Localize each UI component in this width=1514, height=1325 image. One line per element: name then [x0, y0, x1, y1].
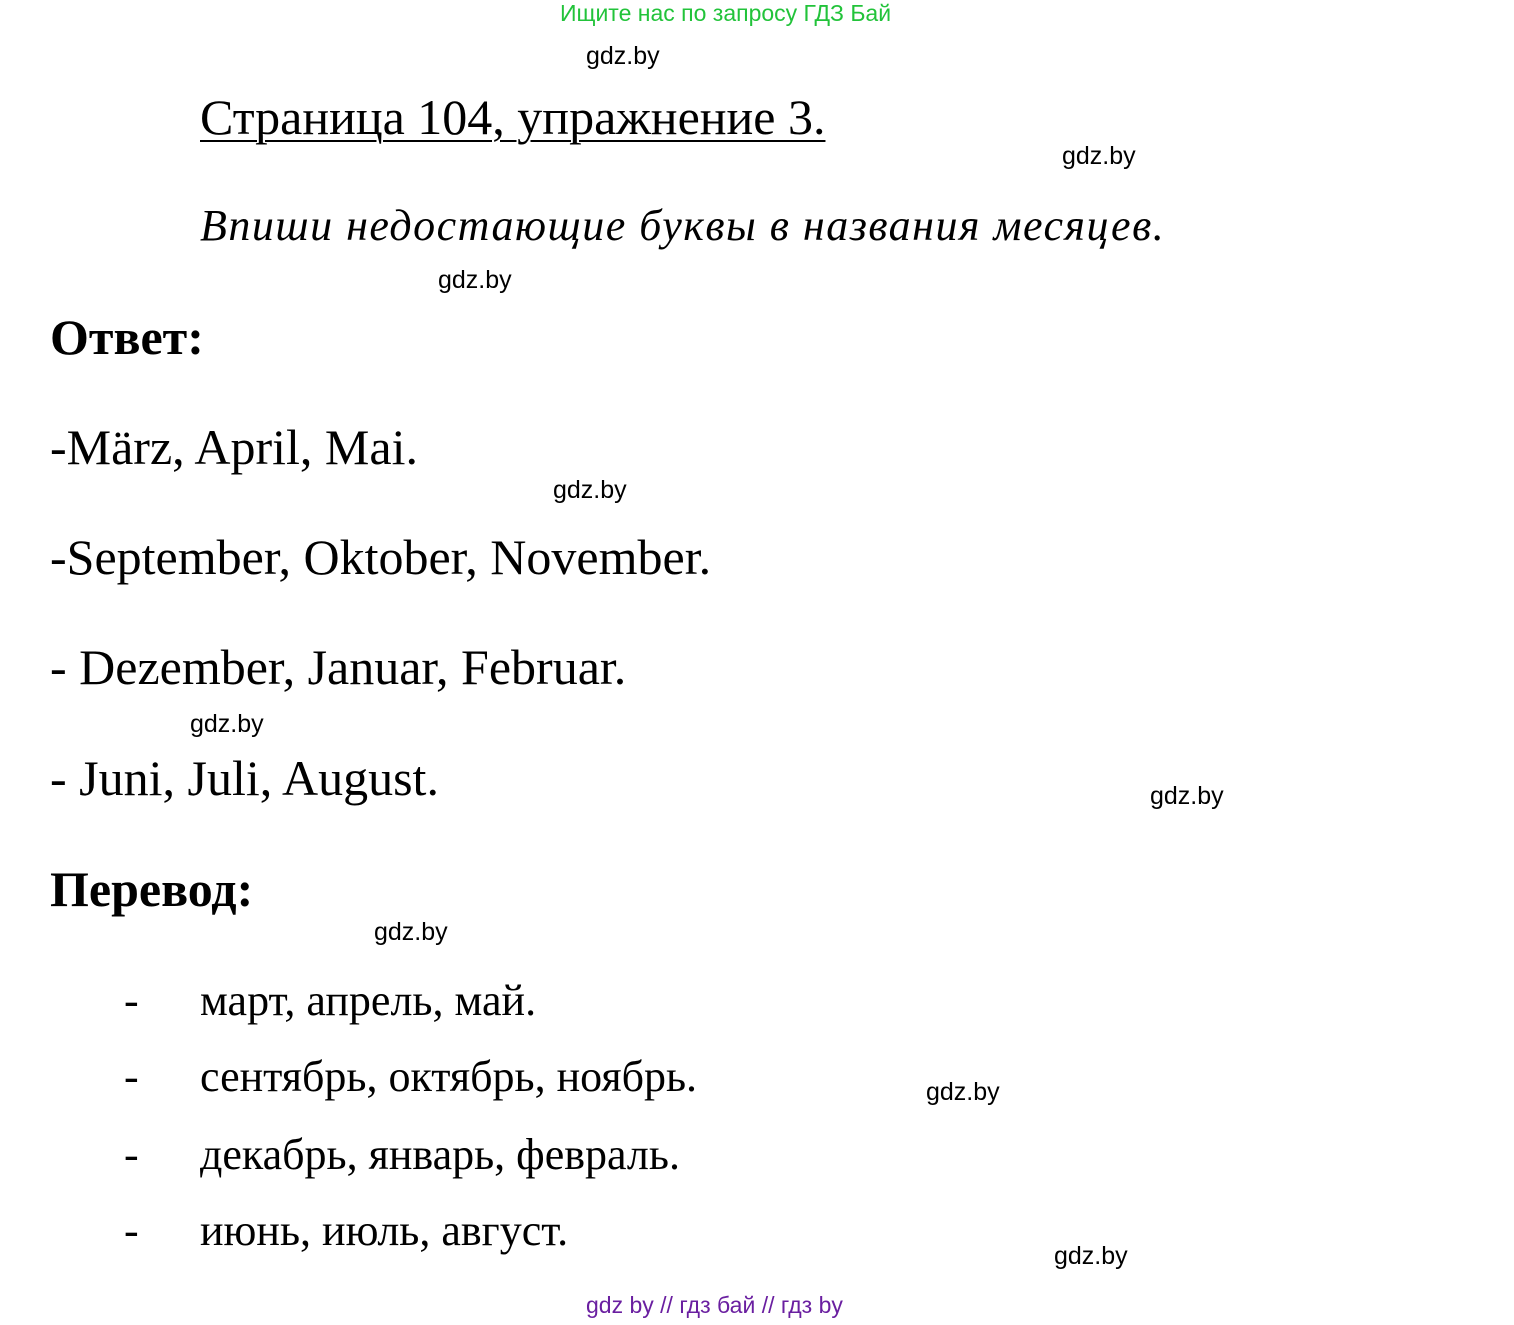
list-bullet: -	[124, 1052, 139, 1101]
watermark: gdz.by	[374, 918, 448, 946]
translation-line: сентябрь, октябрь, ноябрь.	[200, 1052, 698, 1101]
answer-line: - Juni, Juli, August.	[50, 750, 439, 806]
translation-heading: Перевод:	[50, 861, 254, 917]
answer-line: -März, April, Mai.	[50, 419, 418, 475]
watermark: gdz.by	[586, 42, 660, 70]
list-bullet: -	[124, 976, 139, 1025]
watermark: gdz.by	[438, 266, 512, 294]
watermark: gdz.by	[926, 1078, 1000, 1106]
answer-heading: Ответ:	[50, 309, 204, 365]
list-bullet: -	[124, 1130, 139, 1179]
list-bullet: -	[124, 1206, 139, 1255]
task-instruction: Впиши недостающие буквы в названия месяцев.	[200, 201, 1166, 250]
watermark: gdz.by	[1150, 782, 1224, 810]
watermark: gdz.by	[553, 476, 627, 504]
watermark: gdz.by	[1062, 142, 1136, 170]
top-banner: Ищите нас по запросу ГДЗ Бай	[560, 0, 892, 26]
answer-line: - Dezember, Januar, Februar.	[50, 639, 627, 695]
translation-line: декабрь, январь, февраль.	[200, 1130, 680, 1179]
watermark: gdz.by	[1054, 1242, 1128, 1270]
translation-line: июнь, июль, август.	[200, 1206, 569, 1255]
page-title: Страница 104, упражнение 3.	[200, 89, 826, 145]
answer-line: -September, Oktober, November.	[50, 529, 712, 585]
watermark: gdz.by	[190, 710, 264, 738]
footer-links: gdz by // гдз бай // гдз by	[586, 1292, 843, 1318]
translation-line: март, апрель, май.	[200, 976, 537, 1025]
